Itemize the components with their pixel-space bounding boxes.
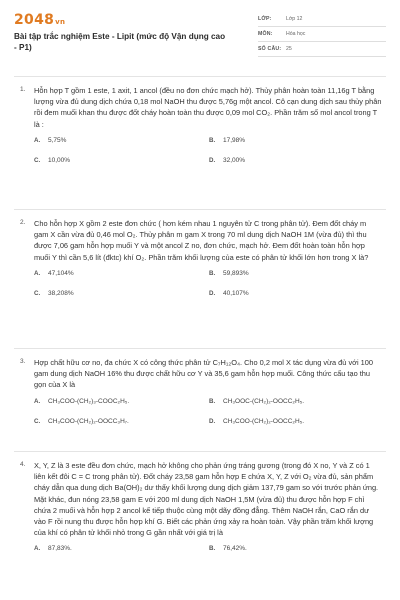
meta-value-subject: Hóa học	[286, 31, 306, 37]
option-letter: C.	[34, 156, 41, 164]
answer-options	[34, 137, 382, 177]
question-body	[34, 460, 386, 600]
option-value: CH₃OOC-(CH₂)₂-OOCC₂H₅.	[223, 397, 305, 405]
question-number: 3.	[20, 358, 26, 365]
option-value: 32,00%	[223, 156, 246, 164]
question-text: X, Y, Z là 3 este đều đơn chức, mạch hở không cho phản ứng tráng gương (trong đó X no, Y và Z có 1 liên kết đôi C = C trong phân tử). Đốt cháy 23,58 gam hỗn hợp E chứa X, Y, Z với O₂ vừa đủ, sản phẩm cháy dẫn qua dung dịch Ba(OH)₂ dư thấy khối lượng dung dịch giảm 137,79 gam so với trước phản ứng. Mặt khác, đun nóng 23,58 gam E với 200 ml dung dịch NaOH 1,5M (vừa đủ) thu được hỗn hợp F chỉ chứa 2 muối và hỗn hợp 2 ancol kế tiếp thuộc cùng một dãy đồng đẳng. Thêm NaOH rắn, CaO rắn dư vào F rồi nung thu được hỗn hợp khí G. Biết các phản ứng xảy ra hoàn toàn. Vậy phần trăm khối lượng của khí có phân tử khối nhỏ trong G gần nhất với giá trị là	[34, 461, 379, 538]
question-body	[34, 85, 386, 209]
option-value: 87,83%.	[48, 545, 72, 553]
option-letter: A.	[34, 269, 41, 277]
question-body	[34, 218, 386, 348]
option-c[interactable]	[34, 290, 209, 310]
option-letter: B.	[209, 269, 216, 277]
question-2	[14, 209, 386, 348]
option-d[interactable]	[209, 418, 379, 438]
question-text: Hỗn hợp T gồm 1 este, 1 axit, 1 ancol (đều no đơn chức mạch hở). Thủy phân hoàn toàn 11,16g T bằng lượng vừa đủ dung dịch chứa 0,18 mol NaOH thu được 5,76g một ancol. Cô cạn dung dịch sau thủy phân rồi đem muối khan thu được đốt cháy hoàn toàn thu được 0,09 mol CO₂. Phần trăm số mol ancol trong T là :	[34, 86, 382, 129]
question-body	[34, 357, 386, 451]
meta-row-count	[258, 42, 386, 57]
option-d[interactable]	[209, 157, 379, 177]
question-number: 1.	[20, 86, 26, 93]
question-3	[14, 348, 386, 451]
question-1	[14, 76, 386, 209]
option-b[interactable]	[209, 398, 379, 418]
option-letter: D.	[209, 417, 216, 425]
meta-row-subject	[258, 27, 386, 42]
option-b[interactable]	[209, 545, 379, 565]
logo-text: 2048	[14, 12, 55, 28]
meta-table	[258, 12, 386, 57]
option-value: 47,104%	[48, 269, 74, 277]
option-value: 40,107%	[223, 289, 249, 297]
answer-options	[34, 398, 382, 438]
option-value: 5,75%	[48, 136, 67, 144]
option-value: 38,208%	[48, 289, 74, 297]
question-number: 4.	[20, 461, 26, 468]
option-d[interactable]	[209, 290, 379, 310]
option-c[interactable]	[34, 418, 209, 438]
option-letter: B.	[209, 397, 216, 405]
site-logo[interactable]	[14, 12, 229, 28]
option-a[interactable]	[34, 545, 209, 565]
meta-value-class: Lớp 12	[286, 16, 303, 22]
option-letter: A.	[34, 136, 41, 144]
meta-key-class: LỚP:	[258, 16, 272, 22]
option-letter: A.	[34, 397, 41, 405]
option-value: 17,98%	[223, 136, 246, 144]
document-header	[14, 12, 386, 76]
question-4	[14, 451, 386, 600]
question-number: 2.	[20, 219, 26, 226]
option-value: CH₃COO-(CH₂)₃-COOC₂H₅.	[48, 397, 130, 405]
answer-options	[34, 270, 382, 310]
option-value: 10,00%	[48, 156, 71, 164]
option-letter: D.	[209, 156, 216, 164]
document-title: Bài tập trắc nghiệm Este - Lipit (mức độ Vận dụng cao - P1)	[14, 32, 226, 52]
option-letter: A.	[34, 545, 41, 553]
option-value: CH₃COO-(CH₂)₂-OOCC₂H₅.	[223, 417, 305, 425]
meta-key-count: SỐ CÂU:	[258, 46, 282, 52]
option-letter: B.	[209, 545, 216, 553]
option-letter: C.	[34, 417, 41, 425]
option-b[interactable]	[209, 137, 379, 157]
option-b[interactable]	[209, 270, 379, 290]
option-letter: D.	[209, 289, 216, 297]
option-a[interactable]	[34, 137, 209, 157]
option-letter: B.	[209, 136, 216, 144]
option-letter: C.	[34, 289, 41, 297]
option-a[interactable]	[34, 270, 209, 290]
meta-key-subject: MÔN:	[258, 31, 273, 37]
option-value: 76,42%.	[223, 545, 247, 553]
meta-row-class	[258, 12, 386, 27]
question-text: Cho hỗn hợp X gồm 2 este đơn chức ( hơn kém nhau 1 nguyên tử C trong phân tử). Đem đốt cháy m gam X cần vừa đủ 0,46 mol O₂. Thủy phân m gam X trong 70 ml dung dịch NaOH 1M (vừa đủ) thì thu được 7,06 gam hỗn hợp muối Y và một ancol Z no, đơn chức, mạch hở. Đem đốt hoàn toàn hỗn hợp muối Y thì cần 5,6 lít (đktc) khí O₂. Phần trăm khối lượng của este có phân tử khối lớn hơn trong X là?	[34, 219, 369, 262]
brand-block	[14, 12, 229, 53]
logo-suffix: vn	[55, 18, 66, 26]
answer-options	[34, 545, 382, 565]
option-a[interactable]	[34, 398, 209, 418]
option-value: CH₃COO-(CH₂)₂-OOCC₃H₇.	[48, 417, 129, 425]
option-value: 59,893%	[223, 269, 249, 277]
option-c[interactable]	[34, 157, 209, 177]
question-text: Hợp chất hữu cơ no, đa chức X có công thức phân tử C₇H₁₂O₄. Cho 0,2 mol X tác dụng vừa đủ với 100 gam dung dịch NaOH 16% thu được chất hữu cơ Y và 35,6 gam hỗn hợp muối. Công thức cấu tạo thu gọn của X là	[34, 358, 374, 390]
meta-value-count: 25	[286, 46, 292, 52]
